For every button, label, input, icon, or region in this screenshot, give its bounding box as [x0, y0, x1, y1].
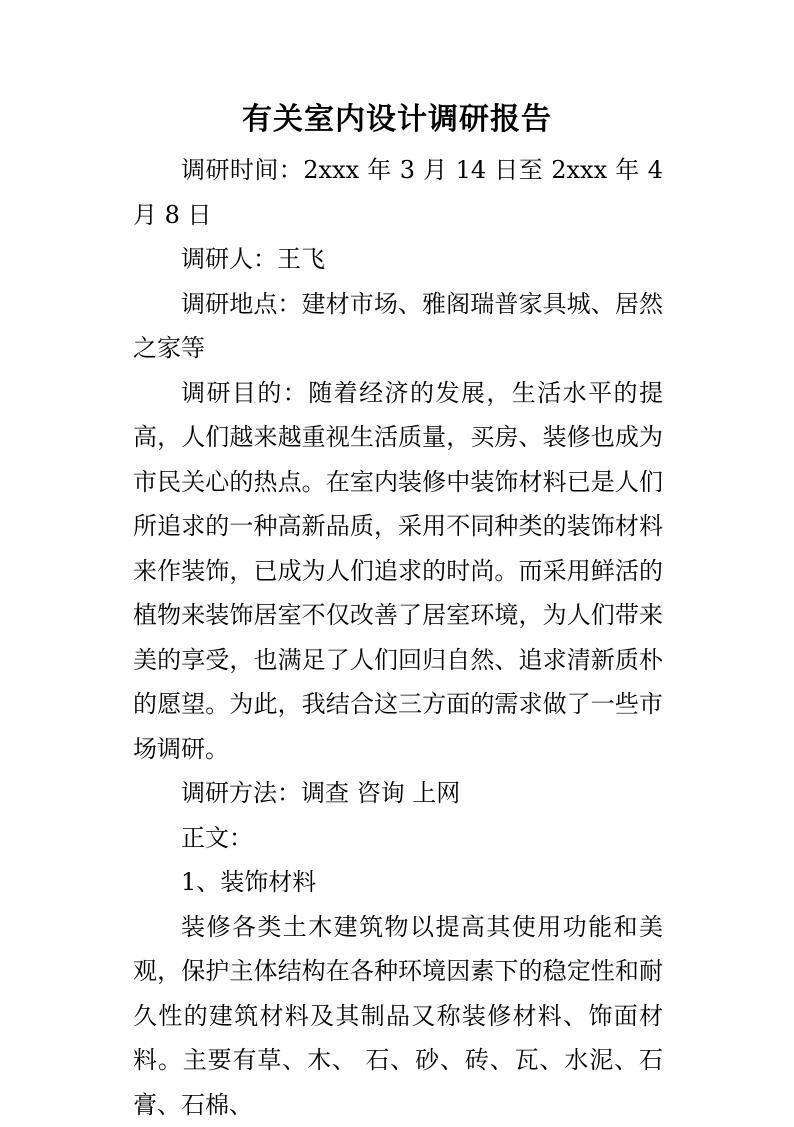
- main-text-heading: 正文：: [133, 816, 663, 861]
- survey-purpose-paragraph: 调研目的：随着经济的发展，生活水平的提高，人们越来越重视生活质量，买房、装修也成为市民关心的热点。在室内装修中装饰材料已是人们所追求的一种高新品质，采用不同种类的装饰材料来作装饰，已成为人们追求的时尚。而采用鲜活的植物来装饰居室不仅改善了居室环境，为人们带来美的享受，也满足了人们回归自然、追求清新质朴的愿望。为此，我结合这三方面的需求做了一些市场调研。: [133, 371, 663, 772]
- survey-location-paragraph: 调研地点：建材市场、雅阁瑞普家具城、居然之家等: [133, 282, 663, 371]
- document-title: 有关室内设计调研报告: [0, 98, 794, 142]
- surveyor-paragraph: 调研人：王飞: [133, 237, 663, 282]
- document-body: [133, 148, 663, 1127]
- decoration-materials-paragraph: 装修各类土木建筑物以提高其使用功能和美观，保护主体结构在各种环境因素下的稳定性和耐久性的建筑材料及其制品又称装修材料、饰面材料。主要有草、木、 石、砂、砖、瓦、水泥、石膏、石棉、: [133, 905, 663, 1127]
- survey-time-paragraph: 调研时间：2xxx 年 3 月 14 日至 2xxx 年 4 月 8 日: [133, 148, 663, 237]
- section-heading-decoration-materials: 1、装饰材料: [133, 860, 663, 905]
- survey-method-paragraph: 调研方法：调查 咨询 上网: [133, 771, 663, 816]
